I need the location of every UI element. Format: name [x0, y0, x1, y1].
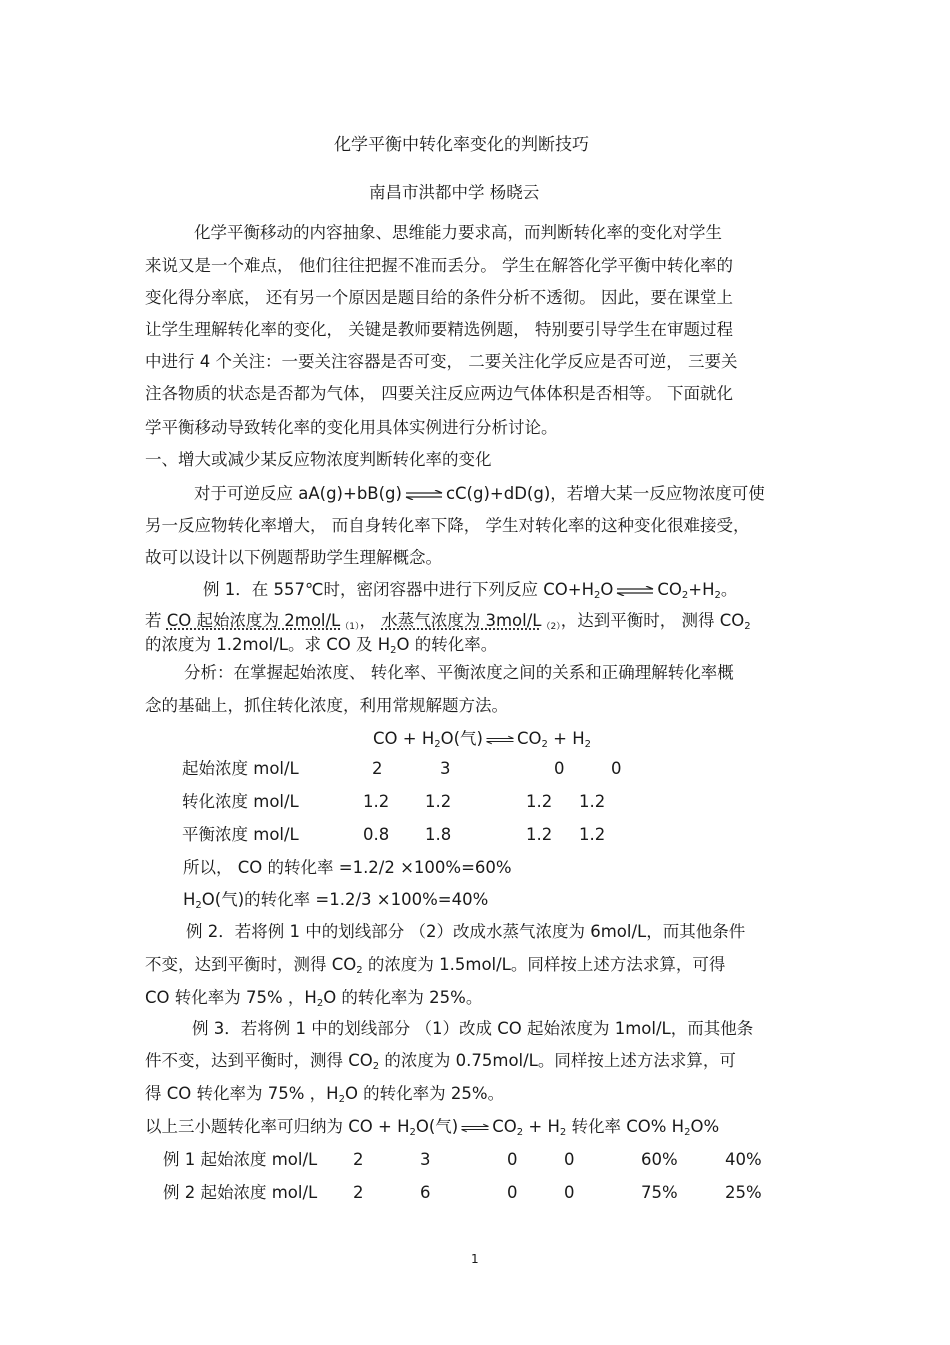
table-cell: 1.2	[526, 825, 553, 844]
table-cell: 25%	[725, 1183, 762, 1202]
reaction-line	[194, 483, 765, 505]
table-cell: 0	[564, 1150, 575, 1169]
marker: （2）	[541, 622, 561, 632]
table-cell: 0	[507, 1183, 518, 1202]
summary-line	[145, 1116, 719, 1138]
text: O(气)	[440, 729, 483, 748]
text: 的浓度为 1.5mol/L。同样按上述方法求算，可得	[362, 955, 726, 974]
subscript: 2	[338, 1094, 345, 1105]
text: CO	[657, 580, 682, 599]
analysis-line: 分析：在掌握起始浓度、 转化率、平衡浓度之间的关系和正确理解转化率概	[184, 663, 734, 682]
text: CO 转化率为 75% ，H	[145, 988, 317, 1007]
reaction-text-left: 对于可逆反应 aA(g)+bB(g)	[194, 484, 402, 503]
table-cell: 6	[420, 1183, 431, 1202]
paragraph-line: 另一反应物转化率增大， 而自身转化率下降， 学生对转化率的这种变化很难接受，	[145, 516, 750, 535]
table-row-label: 起始浓度 mol/L	[182, 759, 299, 778]
table-row-label: 平衡浓度 mol/L	[182, 825, 299, 844]
text: 的浓度为 0.75mol/L。同样按上述方法求算，可	[379, 1051, 736, 1070]
page-number: 1	[471, 1252, 479, 1266]
text: 。	[720, 580, 738, 599]
intro-line: 来说又是一个难点， 他们往往把握不准而丢分。 学生在解答化学平衡中转化率的	[145, 256, 733, 275]
example-3-line	[145, 1083, 504, 1105]
underlined-condition-1: CO 起始浓度为 2mol/L	[166, 611, 341, 630]
text: 转化率 CO% H	[566, 1117, 685, 1136]
subscript: 2	[434, 739, 441, 750]
text: ，	[359, 611, 376, 630]
intro-line: 让学生理解转化率的变化， 关键是教师要精选例题， 特别要引导学生在审题过程	[145, 320, 733, 339]
example-2-line	[145, 987, 482, 1009]
text: CO + H	[373, 729, 435, 748]
text: O(气)	[415, 1117, 459, 1136]
paragraph-line: 故可以设计以下例题帮助学生理解概念。	[145, 548, 442, 567]
table-cell: 0.8	[363, 825, 390, 844]
text: H	[183, 890, 196, 909]
subscript: 2	[744, 621, 751, 632]
subscript: 2	[195, 900, 202, 911]
table-cell: 1.2	[425, 792, 452, 811]
intro-line: 中进行 4 个关注：一要关注容器是否可变， 二要关注化学反应是否可逆， 三要关	[145, 352, 738, 371]
text: 得 CO 转化率为 75% ，H	[145, 1084, 339, 1103]
reversible-arrow-icon	[615, 586, 655, 596]
text: 若	[145, 611, 167, 630]
intro-line: 变化得分率底， 还有另一个原因是题目给的条件分析不透彻。 因此，要在课堂上	[145, 288, 733, 307]
reversible-arrow-icon	[460, 1123, 490, 1133]
subscript: 2	[372, 1061, 380, 1072]
text: + H	[547, 729, 585, 748]
text: CO	[492, 1117, 517, 1136]
example-1-line	[203, 579, 737, 601]
text: +H	[688, 580, 715, 599]
table-cell: 1.2	[579, 792, 606, 811]
text: + H	[523, 1117, 560, 1136]
table-cell: 75%	[641, 1183, 678, 1202]
text: O 的转化率为 25%。	[323, 988, 483, 1007]
text: O%	[690, 1117, 720, 1136]
subscript: 2	[356, 965, 363, 976]
marker: （1）	[340, 622, 360, 632]
text: 的浓度为 1.2mol/L。求 CO 及 H	[145, 635, 391, 654]
subscript: 2	[594, 590, 601, 601]
table-cell: 1.8	[425, 825, 452, 844]
subscript: 2	[541, 739, 548, 750]
text: 不变，达到平衡时，测得 CO	[145, 955, 357, 974]
table-cell: 0	[554, 759, 565, 778]
table-row-label: 例 2 起始浓度 mol/L	[163, 1183, 318, 1202]
text: O 的转化率为 25%。	[344, 1084, 505, 1103]
reversible-arrow-icon	[485, 735, 515, 745]
table-cell: 1.2	[363, 792, 390, 811]
example-3-line	[145, 1050, 736, 1072]
table-cell: 0	[507, 1150, 518, 1169]
text: O	[600, 580, 614, 599]
text: O 的转化率。	[396, 635, 498, 654]
subscript: 2	[684, 1127, 691, 1138]
subscript: 2	[516, 1127, 524, 1138]
page-title: 化学平衡中转化率变化的判断技巧	[334, 135, 589, 155]
result-line	[183, 889, 488, 911]
text: 例 1．在 557℃时，密闭容器中进行下列反应 CO+H	[203, 580, 594, 599]
intro-line: 注各物质的状态是否都为气体， 四要关注反应两边气体体积是否相等。 下面就化	[145, 384, 733, 403]
table-cell: 1.2	[526, 792, 553, 811]
example-2-line	[145, 954, 725, 976]
example-1-line	[145, 610, 751, 632]
analysis-line: 念的基础上，抓住转化浓度，利用常规解题方法。	[145, 696, 508, 715]
subscript: 2	[559, 1127, 567, 1138]
subscript: 2	[409, 1127, 416, 1138]
reversible-arrow-icon	[404, 490, 444, 500]
table-row-label: 转化浓度 mol/L	[182, 792, 299, 811]
table-cell: 2	[372, 759, 383, 778]
subscript: 2	[390, 645, 397, 656]
underlined-condition-2: 水蒸气浓度为 3mol/L	[381, 611, 542, 630]
table-cell: 2	[353, 1183, 364, 1202]
table-cell: 0	[564, 1183, 575, 1202]
result-line: 所以， CO 的转化率 =1.2/2 ×100%=60%	[183, 858, 512, 877]
example-3-line: 例 3．若将例 1 中的划线部分 （1）改成 CO 起始浓度为 1mol/L，而其他条	[192, 1019, 754, 1038]
subscript: 2	[316, 998, 324, 1009]
intro-line: 学平衡移动导致转化率的变化用具体实例进行分析讨论。	[145, 418, 558, 437]
table-cell: 60%	[641, 1150, 678, 1169]
author-line: 南昌市洪都中学 杨晓云	[369, 183, 540, 202]
subscript: 2	[584, 739, 591, 750]
text: 以上三小题转化率可归纳为 CO + H	[145, 1117, 410, 1136]
equation-line	[373, 728, 591, 750]
text: CO	[516, 729, 542, 748]
table-cell: 3	[420, 1150, 431, 1169]
table-cell: 40%	[725, 1150, 762, 1169]
subscript: 2	[714, 590, 721, 601]
table-cell: 3	[440, 759, 451, 778]
text: 件不变，达到平衡时，测得 CO	[145, 1051, 373, 1070]
reaction-text-right: cC(g)+dD(g)，若增大某一反应物浓度可使	[445, 484, 765, 503]
table-cell: 1.2	[579, 825, 606, 844]
table-cell: 2	[353, 1150, 364, 1169]
text: O(气)的转化率 =1.2/3 ×100%=40%	[201, 890, 489, 909]
table-row-label: 例 1 起始浓度 mol/L	[163, 1150, 318, 1169]
example-1-line	[145, 634, 497, 656]
example-2-line: 例 2．若将例 1 中的划线部分 （2）改成水蒸气浓度为 6mol/L，而其他条件	[186, 922, 746, 941]
table-cell: 0	[611, 759, 622, 778]
subscript: 2	[681, 590, 689, 601]
intro-line: 化学平衡移动的内容抽象、思维能力要求高，而判断转化率的变化对学生	[194, 223, 722, 242]
text: ，达到平衡时， 测得 CO	[560, 611, 745, 630]
section-heading: 一、增大或减少某反应物浓度判断转化率的变化	[145, 450, 492, 469]
